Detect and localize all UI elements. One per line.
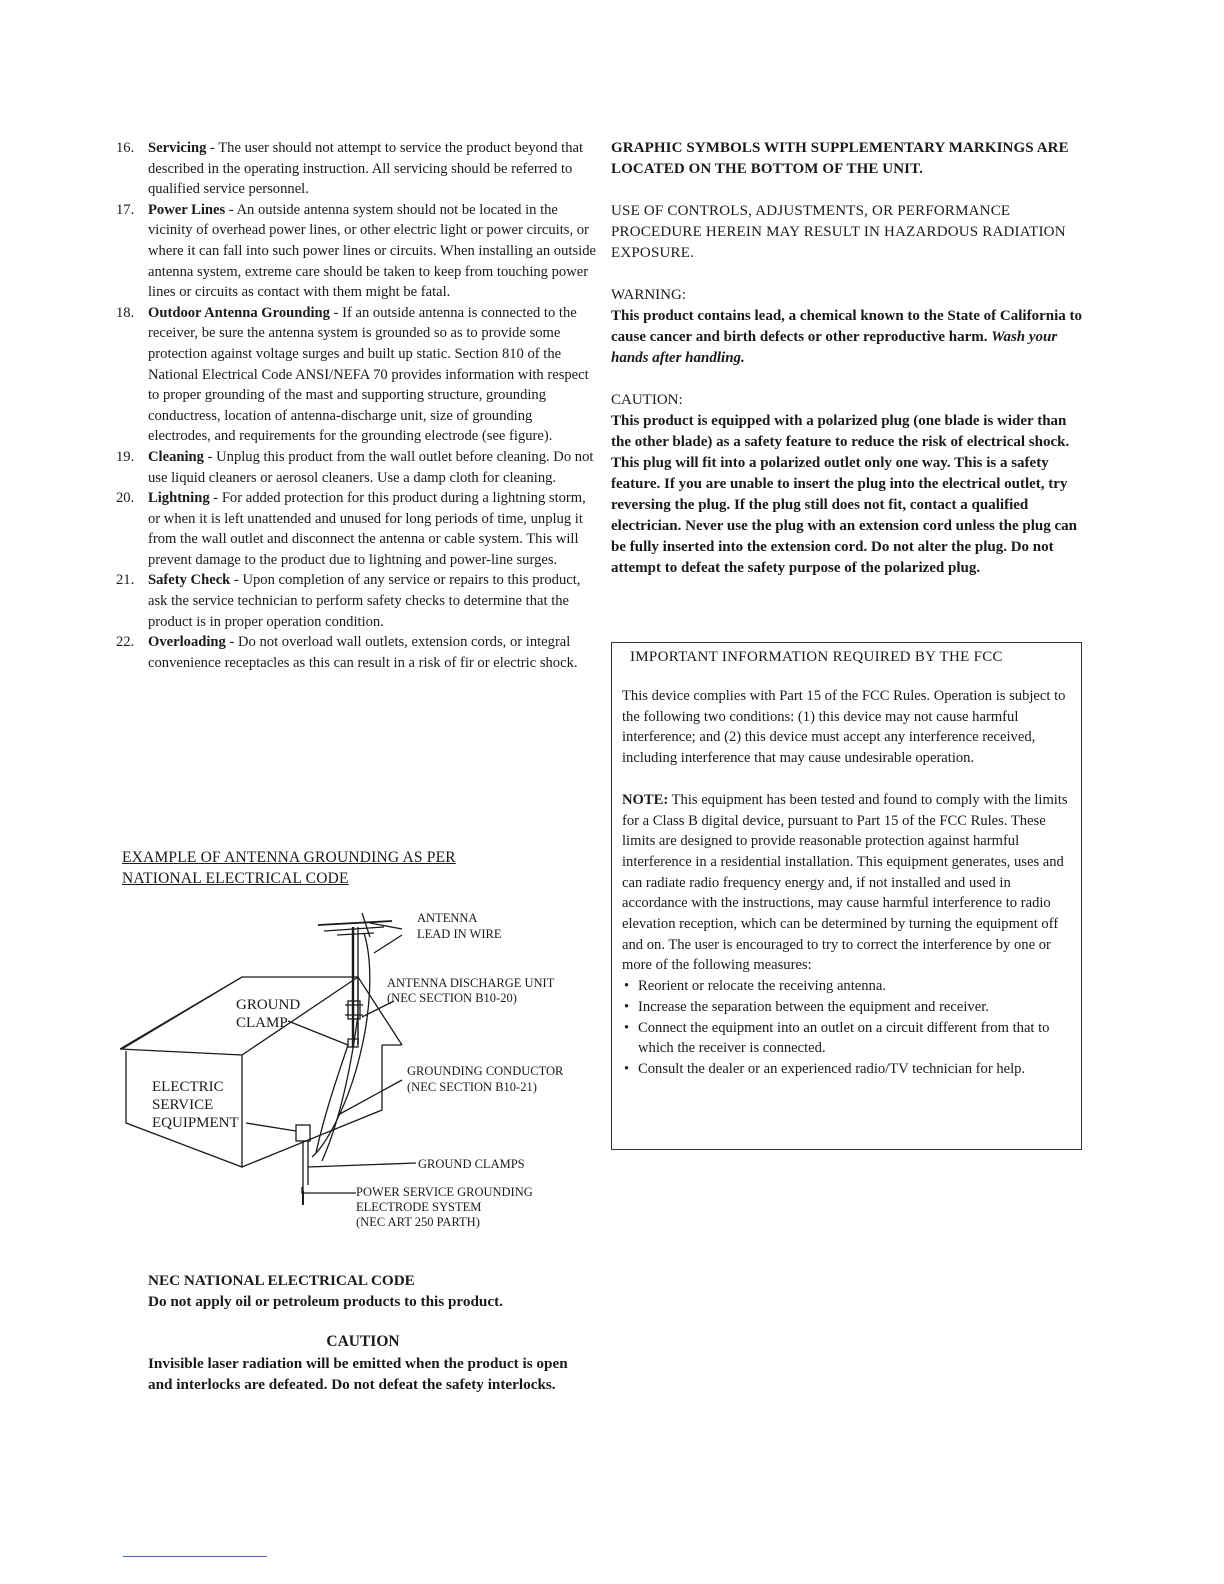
safety-item-antenna-grounding [118, 303, 598, 447]
warning-text [611, 306, 1089, 369]
label-grounding-conductor: GROUNDING CONDUCTOR [407, 1064, 564, 1078]
fcc-body [622, 686, 1076, 1080]
item-title: Servicing [148, 140, 207, 156]
label-electric: ELECTRIC [152, 1079, 224, 1095]
item-text: - Upon completion of any service or repairs to this product, ask the service technician to perform safety checks to determine that the product is in proper operation condition. [148, 572, 581, 630]
electric-service-box [296, 1125, 310, 1141]
right-column [611, 138, 1089, 579]
antenna-grounding-diagram [112, 905, 582, 1235]
safety-item-cleaning [118, 447, 598, 488]
bullet-icon: • [624, 1060, 630, 1077]
nec-title: NEC NATIONAL ELECTRICAL CODE [148, 1272, 415, 1289]
safety-item-lightning [118, 488, 598, 570]
measure-text: Consult the dealer or an experienced radio/TV technician for help. [638, 1060, 1026, 1077]
label-discharge-section: (NEC SECTION B10-20) [387, 991, 517, 1005]
fcc-note-paragraph [622, 790, 1076, 976]
item-number: 20. [116, 490, 135, 507]
item-number: 22. [116, 634, 135, 651]
list-item [622, 997, 1076, 1018]
graphic-symbols-notice: GRAPHIC SYMBOLS WITH SUPPLEMENTARY MARKINGS ARE LOCATED ON THE BOTTOM OF THE UNIT. [611, 140, 1069, 177]
bullet-icon: • [624, 978, 630, 995]
label-service: SERVICE [152, 1097, 214, 1113]
leader-clamp [288, 1021, 348, 1045]
caution-label: CAUTION: [611, 392, 683, 408]
list-item [622, 976, 1076, 997]
antenna-grounding-example-title [122, 847, 522, 889]
label-antenna: ANTENNA [417, 911, 478, 925]
controls-notice: USE OF CONTROLS, ADJUSTMENTS, OR PERFORMANCE PROCEDURE HEREIN MAY RESULT IN HAZARDOUS RADIATION EXPOSURE. [611, 203, 1066, 261]
fcc-note-text: This equipment has been tested and found to comply with the limits for a Class B digital device, pursuant to Part 15 of the FCC Rules. These limits are designed to provide reasonable protection against harmful interference in a residential installation. This equipment generates, uses and can radiate radio frequency energy and, if not installed and used in accordance with the instructions, may cause harmful interference to radio elevation reception, which can be determined by turning the equipment off and on. The user is encouraged to try to correct the interference by one or more of the following measures: [622, 791, 1068, 974]
item-text: - The user should not attempt to service the product beyond that described in the operating instruction. All servicing should be referred to qualified service personnel. [148, 140, 584, 198]
item-number: 17. [116, 201, 135, 218]
laser-caution-text: Invisible laser radiation will be emitted when the product is open and interlocks are defeated. Do not defeat the safety interlocks. [148, 1355, 568, 1393]
fcc-title: IMPORTANT INFORMATION REQUIRED BY THE FCC [630, 649, 1003, 665]
item-title: Lightning [148, 490, 210, 507]
safety-instructions-list [118, 138, 598, 673]
leader-power-service [302, 1187, 356, 1193]
bullet-icon: • [624, 1019, 630, 1036]
example-title-line2: NATIONAL ELECTRICAL CODE [122, 870, 349, 887]
warning-text-main: This product contains lead, a chemical known to the State of California to cause cancer and birth defects or other reproductive harm. [611, 308, 1082, 345]
item-title: Safety Check [148, 572, 231, 589]
item-number: 18. [116, 304, 135, 321]
lead-in-wire [312, 933, 370, 1157]
item-text: - For added protection for this product during a lightning storm, or when it is left unattended and unused for long periods of time, unplug it from the wall outlet and disconnect the antenna or cable system. This will prevent damage to the product due to lightning and power-line surges. [148, 490, 586, 568]
fcc-compliance-paragraph: This device complies with Part 15 of the FCC Rules. Operation is subject to the following two conditions: (1) this device may not cause harmful interference; and (2) this device must accept any interference received, including interference that may cause undesirable operation. [622, 688, 1066, 767]
leader-ground-clamps [308, 1163, 416, 1167]
label-lead-in-wire: LEAD IN WIRE [417, 927, 502, 941]
measure-text: Reorient or relocate the receiving antenna. [638, 978, 886, 995]
nec-section [148, 1270, 598, 1312]
label-electrode-system: ELECTRODE SYSTEM [356, 1200, 482, 1214]
safety-item-overloading [118, 632, 598, 673]
nec-oil-warning: Do not apply oil or petroleum products to this product. [148, 1293, 503, 1310]
footnote-divider [123, 1556, 267, 1557]
label-power-service: POWER SERVICE GROUNDING [356, 1185, 533, 1199]
measure-text: Increase the separation between the equipment and receiver. [638, 998, 989, 1015]
label-equipment: EQUIPMENT [152, 1115, 239, 1131]
fcc-information-box [611, 642, 1082, 1150]
item-number: 21. [116, 572, 135, 589]
item-title: Power Lines [148, 201, 226, 218]
label-ground: GROUND [236, 997, 301, 1013]
laser-caution-title: CAUTION [326, 1333, 400, 1350]
list-item [622, 1018, 1076, 1059]
label-clamp: CLAMP [236, 1015, 288, 1031]
item-text: - Unplug this product from the wall outlet before cleaning. Do not use liquid cleaners or aerosol cleaners. Use a damp cloth for cleaning. [148, 448, 594, 486]
item-text: - Do not overload wall outlets, extension cords, or integral convenience receptacles as this can result in a risk of fir or electric shock. [148, 634, 578, 671]
measure-text: Connect the equipment into an outlet on a circuit different from that to which the receiver is connected. [638, 1019, 1050, 1057]
fcc-note-label: NOTE: [622, 791, 669, 808]
bullet-icon: • [624, 998, 630, 1015]
house-side-wall [242, 1045, 382, 1167]
polarized-plug-caution: This product is equipped with a polarized plug (one blade is wider than the other blade) as a safety feature to reduce the risk of electrical shock. This plug will fit into a polarized outlet only one way. This is a safety feature. If you are unable to insert the plug into the electrical outlet, try reversing the plug. If the plug still does not fit, contact a qualified electrician. Never use the plug with an extension cord unless the plug can be fully inserted into the extension cord. Do not alter the plug. Do not attempt to defeat the safety purpose of the polarized plug. [611, 413, 1077, 576]
label-conductor-section: (NEC SECTION B10-21) [407, 1080, 537, 1094]
safety-item-power-lines [118, 200, 598, 303]
item-text: - An outside antenna system should not be located in the vicinity of overhead power lines, or other electric light or power circuits, or where it can fall into such power lines or circuits. When installing an outside antenna system, extreme care should be taken to keep from touching power lines or circuits as contact with them might be fatal. [148, 201, 596, 301]
item-title: Outdoor Antenna Grounding [148, 304, 330, 321]
label-ground-clamps: GROUND CLAMPS [418, 1157, 525, 1171]
item-number: 19. [116, 448, 135, 465]
leader-grounding-conductor [338, 1080, 402, 1115]
item-text: - If an outside antenna is connected to the receiver, be sure the antenna system is grounded so as to provide some protection against voltage surges and built up static. Section 810 of the National Electrical Code ANSI/NEFA 70 provides information with respect to proper grounding of the mast and supporting structure, grounding conductress, location of antenna-discharge unit, size of grounding electrodes, and requirements for the grounding electrode (see figure). [148, 304, 589, 445]
label-nec-art: (NEC ART 250 PARTH) [356, 1215, 480, 1229]
safety-item-safety-check [118, 570, 598, 632]
house-eave [120, 1049, 242, 1055]
warning-text-italic: Wash your hands after handling. [611, 329, 1058, 366]
item-title: Overloading [148, 634, 226, 651]
fcc-measures-list [622, 976, 1076, 1080]
house-roof-ridge-left [122, 977, 242, 1049]
diagram-drawing [112, 905, 582, 1235]
item-title: Cleaning [148, 448, 204, 465]
leader-equipment [246, 1123, 296, 1131]
label-discharge-unit: ANTENNA DISCHARGE UNIT [387, 976, 555, 990]
leader-lead-in [374, 935, 402, 953]
house-roof-front [120, 977, 358, 1049]
safety-item-servicing [118, 138, 598, 200]
item-number: 16. [116, 140, 135, 156]
warning-label: WARNING: [611, 287, 686, 303]
list-item [622, 1059, 1076, 1080]
example-title-line1: EXAMPLE OF ANTENNA GROUNDING AS PER [122, 849, 456, 866]
